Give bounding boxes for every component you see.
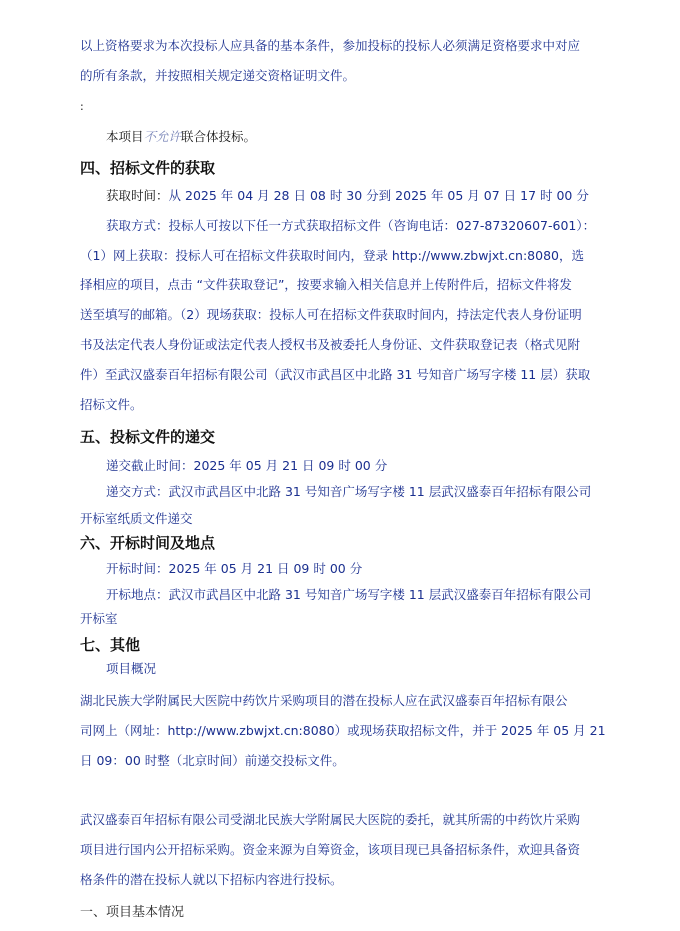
paragraph-line: 开标室纸质文件递交	[80, 511, 193, 526]
overview-label: 项目概况	[106, 661, 157, 676]
joint-prefix: 本项目	[106, 129, 144, 144]
joint-suffix: 联合体投标。	[181, 129, 257, 144]
paragraph-line: 招标文件。	[80, 397, 143, 412]
paragraph-line: 书及法定代表人身份证或法定代表人授权书及被委托人身份证、文件获取登记表（格式见附	[80, 337, 581, 352]
opening-time: 开标时间：2025 年 05 月 21 日 09 时 00 分	[106, 561, 363, 576]
joint-bid-note	[106, 129, 256, 145]
paragraph-line: 的所有条款，并按照相关规定递交资格证明文件。	[80, 68, 356, 83]
paragraph-line: 武汉盛泰百年招标有限公司受湖北民族大学附属民大医院的委托，就其所需的中药饮片采购	[80, 812, 581, 827]
paragraph-line: 司网上（网址：http://www.zbwjxt.cn:8080）或现场获取招标文件，并于 2025 年 05 月 21	[80, 723, 606, 738]
paragraph-line: 格条件的潜在投标人就以下招标内容进行投标。	[80, 872, 343, 887]
section-6-heading: 六、开标时间及地点	[80, 534, 216, 552]
paragraph-line: 递交方式：武汉市武昌区中北路 31 号知音广场写字楼 11 层武汉盛泰百年招标有限公司	[106, 484, 592, 499]
paragraph-line: 获取方式：投标人可按以下任一方式获取招标文件（咨询电话：027-87320607-601）：	[106, 218, 596, 233]
joint-emphasis: 不允许	[143, 129, 182, 144]
submit-deadline: 递交截止时间：2025 年 05 月 21 日 09 时 00 分	[106, 458, 388, 473]
paragraph-line: 送至填写的邮箱。（2）现场获取：投标人可在招标文件获取时间内，持法定代表人身份证明	[80, 307, 582, 322]
paragraph-line: 开标地点：武汉市武昌区中北路 31 号知音广场写字楼 11 层武汉盛泰百年招标有限公司	[106, 587, 592, 602]
paragraph-line: 日 09：00 时整（北京时间）前递交投标文件。	[80, 753, 345, 768]
paragraph-line: 以上资格要求为本次投标人应具备的基本条件，参加投标的投标人必须满足资格要求中对应	[80, 38, 581, 53]
paragraph-line: 择相应的项目，点击 “文件获取登记”，按要求输入相关信息并上传附件后，招标文件将发	[80, 277, 572, 292]
paragraph-line: （1）网上获取：投标人可在招标文件获取时间内，登录 http://www.zbwjxt.cn:8080，选	[80, 248, 584, 263]
paragraph-line: 开标室	[80, 611, 118, 626]
acquire-time-label: 获取时间：	[106, 188, 169, 203]
section-5-heading: 五、投标文件的递交	[80, 428, 216, 446]
paragraph-line: 湖北民族大学附属民大医院中药饮片采购项目的潜在投标人应在武汉盛泰百年招标有限公	[80, 693, 568, 708]
paragraph-line: 件）至武汉盛泰百年招标有限公司（武汉市武昌区中北路 31 号知音广场写字楼 11 层）获取	[80, 367, 591, 382]
acquire-time	[106, 188, 589, 204]
paragraph-line: 项目进行国内公开招标采购。资金来源为自筹资金，该项目现已具备招标条件，欢迎具备资	[80, 842, 581, 857]
section-1-heading: 一、项目基本情况	[80, 905, 185, 920]
section-4-heading: 四、招标文件的获取	[80, 159, 216, 177]
acquire-time-value: 从 2025 年 04 月 28 日 08 时 30 分到 2025 年 05 月 07 日 17 时 00 分	[168, 188, 589, 203]
section-7-heading: 七、其他	[80, 636, 141, 654]
colon-mark: :	[80, 100, 84, 113]
